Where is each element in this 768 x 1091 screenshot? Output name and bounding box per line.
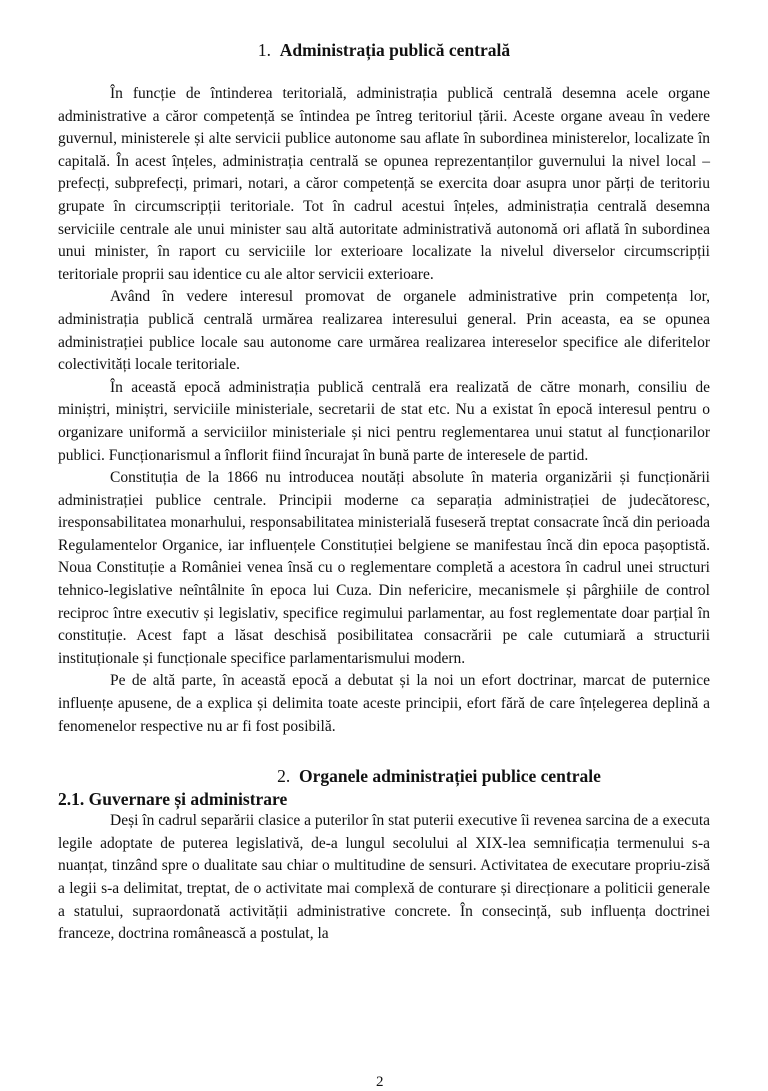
page-number: 2 (376, 1074, 384, 1090)
paragraph: Deși în cadrul separării clasice a puterilor în stat puterii executive îi revenea sarcina de a executa legile adoptate de puterea legislativă, de-a lungul secolului al XIX-lea semnificația termenului s-a nuanțat, tinzând spre o dualitate sau chiar o multitudine de sensuri. Activitatea de executare propriu-zisă a legii s-a delimitat, treptat, de o activitate mai complexă de conturare și direcționare a politicii generale a statului, supraordonată activității administrative concrete. În consecință, sub influența doctrinei franceze, doctrina românească a postulat, la (58, 812, 710, 943)
paragraph: Având în vedere interesul promovat de organele administrative prin competența lor, administrația publică centrală urmărea realizarea interesului general. Prin aceasta, ea se opunea administrației publice locale sau autonome care urmărea realizarea intereselor specifice ale diferitelor colectivități locale teritoriale. (58, 288, 710, 374)
paragraph: În această epocă administrația publică centrală era realizată de către monarh, consiliu de miniștri, miniștri, serviciile ministeriale, secretarii de stat etc. Nu a existat în epocă interesul pentru o organizare uniformă a serviciilor ministeriale și nici pentru reglementarea unui statut al funcționarilor publici. Funcționarismul a înflorit fiind încurajat în bună parte de interesele de partid. (58, 378, 710, 464)
section-number: 1. (257, 40, 271, 60)
section-heading-2 (58, 766, 710, 787)
section-heading-1 (58, 40, 710, 61)
section-title: Organele administrației publice centrale (299, 766, 601, 787)
document-page (58, 40, 710, 946)
paragraph: Constituția de la 1866 nu introducea noutăți absolute în materia organizării și funcționării administrației publice centrale. Principii moderne ca separația administrației de judecătoresc, iresponsabilitatea monarhului, responsabilitatea ministerială fuseseră treptat consacrate încă din perioada Regulamentelor Organice, iar influențele Constituției belgiene se manifestau încă din epoca pașoptistă. Noua Constituție a României venea însă cu o reglementare completă a acestora în cadrul unei structuri tehnico-legislative neîntâlnite în epoca lui Cuza. Din nefericire, mecanismele și pârghiile de control reciproc între executiv și legislativ, specifice regimului parlamentar, au fost reglementate doar parțial în constituție. Acest fapt a lăsat deschisă posibilitatea consacrării pe cale cutumiară a structurii instituționale și funcționale specifice parlamentarismului modern. (58, 469, 710, 667)
subsection-heading: 2.1. Guvernare și administrare (58, 789, 288, 810)
section-number: 2. (277, 766, 291, 787)
section-title: Administrația publică centrală (279, 40, 511, 60)
paragraph: În funcție de întinderea teritorială, administrația publică centrală desemna acele organe administrative a căror competență se întindea pe întreg teritoriul țării. Aceste organe aveau în vedere guvernul, ministerele și alte servicii publice autonome sau aflate în subordinea ministerelor, localizate în capitală. În acest înțeles, administrația centrală se opunea reprezentanților guvernului la nivel local – prefecți, subprefecți, primari, notari, a căror competență se exercita doar asupra unor părți de teritoriu grupate în circumscripții teritoriale. Tot în cadrul acestui înțeles, administrația centrală desemna serviciile centrale ale unui minister sau altă autoritate administrativă autonomă ori aflată în subordinea unui minister, în raport cu serviciile lor exterioare localizate la nivelul diverselor circumscripții teritoriale proprii sau identice cu ale altor servicii exterioare. (58, 85, 710, 283)
paragraph: Pe de altă parte, în această epocă a debutat și la noi un efort doctrinar, marcat de puternice influențe apusene, de a explica și delimita toate aceste principii, efort fără de care înțelegerea deplină a fenomenelor respective nu ar fi fost posibilă. (58, 672, 710, 735)
